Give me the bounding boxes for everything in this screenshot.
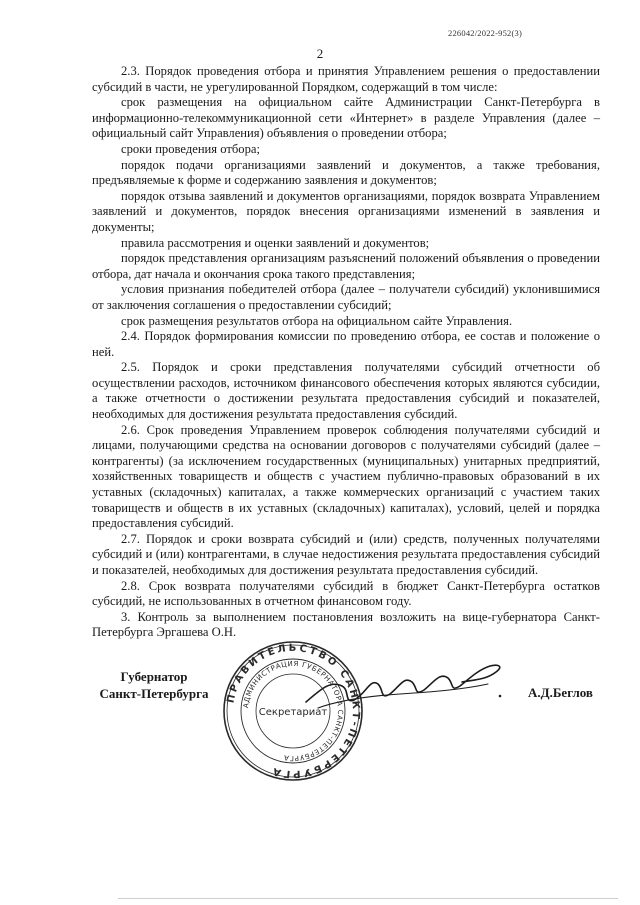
paragraph: 2.7. Порядок и сроки возврата субсидий и (или) средств, полученных получателями субсидий и (или) контрагентами, в случае недостижения результата предоставления субсидий и показателей, необходимых для достижения результата предоставления субсидий. bbox=[92, 531, 600, 577]
paragraph: порядок подачи организациями заявлений и документов, а также требования, предъявляемые к форме и содержанию заявления и документов; bbox=[92, 157, 600, 188]
paragraph: порядок представления организациям разъяснений положений объявления о проведении отбора, дат начала и окончания срока такого представления; bbox=[92, 251, 600, 281]
signature-block bbox=[0, 642, 640, 780]
document-id: 226042/2022-952(3) bbox=[448, 28, 522, 38]
paragraph: 2.8. Срок возврата получателями субсидий в бюджет Санкт-Петербурга остатков субсидий, не использованных в отчетном финансовом году. bbox=[92, 578, 600, 609]
document-body bbox=[92, 64, 600, 641]
bottom-edge-line bbox=[118, 898, 618, 899]
signatory-title bbox=[92, 668, 216, 702]
paragraph: срок размещения на официальном сайте Администрации Санкт-Петербурга в информационно-телекоммуникационной сети «Интернет» в разделе Управления (далее – официальный сайт Управления) объявления о проведении отбора; bbox=[92, 95, 600, 141]
signatory-title-line: Санкт-Петербурга bbox=[99, 686, 209, 701]
paragraph: 2.4. Порядок формирования комиссии по проведению отбора, ее состав и положение о ней. bbox=[92, 329, 600, 359]
paragraph: срок размещения результатов отбора на официальном сайте Управления. bbox=[121, 313, 513, 328]
paragraph: 3. Контроль за выполнением постановления возложить на вице-губернатора Санкт-Петербурга Эргашева О.Н. bbox=[92, 609, 600, 640]
paragraph: правила рассмотрения и оценки заявлений и документов; bbox=[121, 235, 430, 250]
paragraph: порядок отзыва заявлений и документов организациями, порядок возврата Управлением заявлений и документов, порядок внесения организациями изменений в заявления и документы; bbox=[92, 188, 600, 234]
handwritten-signature bbox=[300, 650, 510, 720]
paragraph: 2.5. Порядок и сроки представления получателями субсидий отчетности об осуществлении расходов, источником финансового обеспечения которых являются субсидии, а также отчетности о достижении результата предоставления субсидий и показателей, необходимых для достижения результата предоставления субсидий. bbox=[92, 360, 600, 422]
seal-inner-text: АДМИНИСТРАЦИЯ ГУБЕРНАТОРА САНКТ-ПЕТЕРБУРГА bbox=[242, 659, 345, 763]
paragraph: условия признания победителей отбора (далее – получатели субсидий) уклонившимися от заключения соглашения о предоставлении субсидий; bbox=[92, 282, 600, 312]
paragraph: 2.6. Срок проведения Управлением проверок соблюдения получателями субсидий и лицами, получающими средства на основании договоров с получателями субсидий (далее – контрагенты) (за исключением государственных (муниципальных) унитарных предприятий, хозяйственных товариществ и обществ с участием публично-правовых образований в их уставных (складочных) капиталах, а также коммерческих организаций с участием таких товариществ и обществ в их уставных (складочных) капиталах), условий, целей и порядка предоставления субсидий. bbox=[92, 422, 600, 531]
seal-outer-text: ПРАВИТЕЛЬСТВО САНКТ-ПЕТЕРБУРГА bbox=[225, 642, 362, 780]
seal-center-text: Секретариат bbox=[258, 707, 328, 718]
page-number: 2 bbox=[316, 46, 324, 61]
paragraph: 2.3. Порядок проведения отбора и принятия Управлением решения о предоставлении субсидий в части, не урегулированной Порядком, содержащий в том числе: bbox=[92, 64, 600, 94]
signatory-name: А.Д.Беглов bbox=[528, 685, 593, 700]
paragraph: сроки проведения отбора; bbox=[121, 141, 260, 156]
signatory-title-line: Губернатор bbox=[120, 669, 188, 684]
